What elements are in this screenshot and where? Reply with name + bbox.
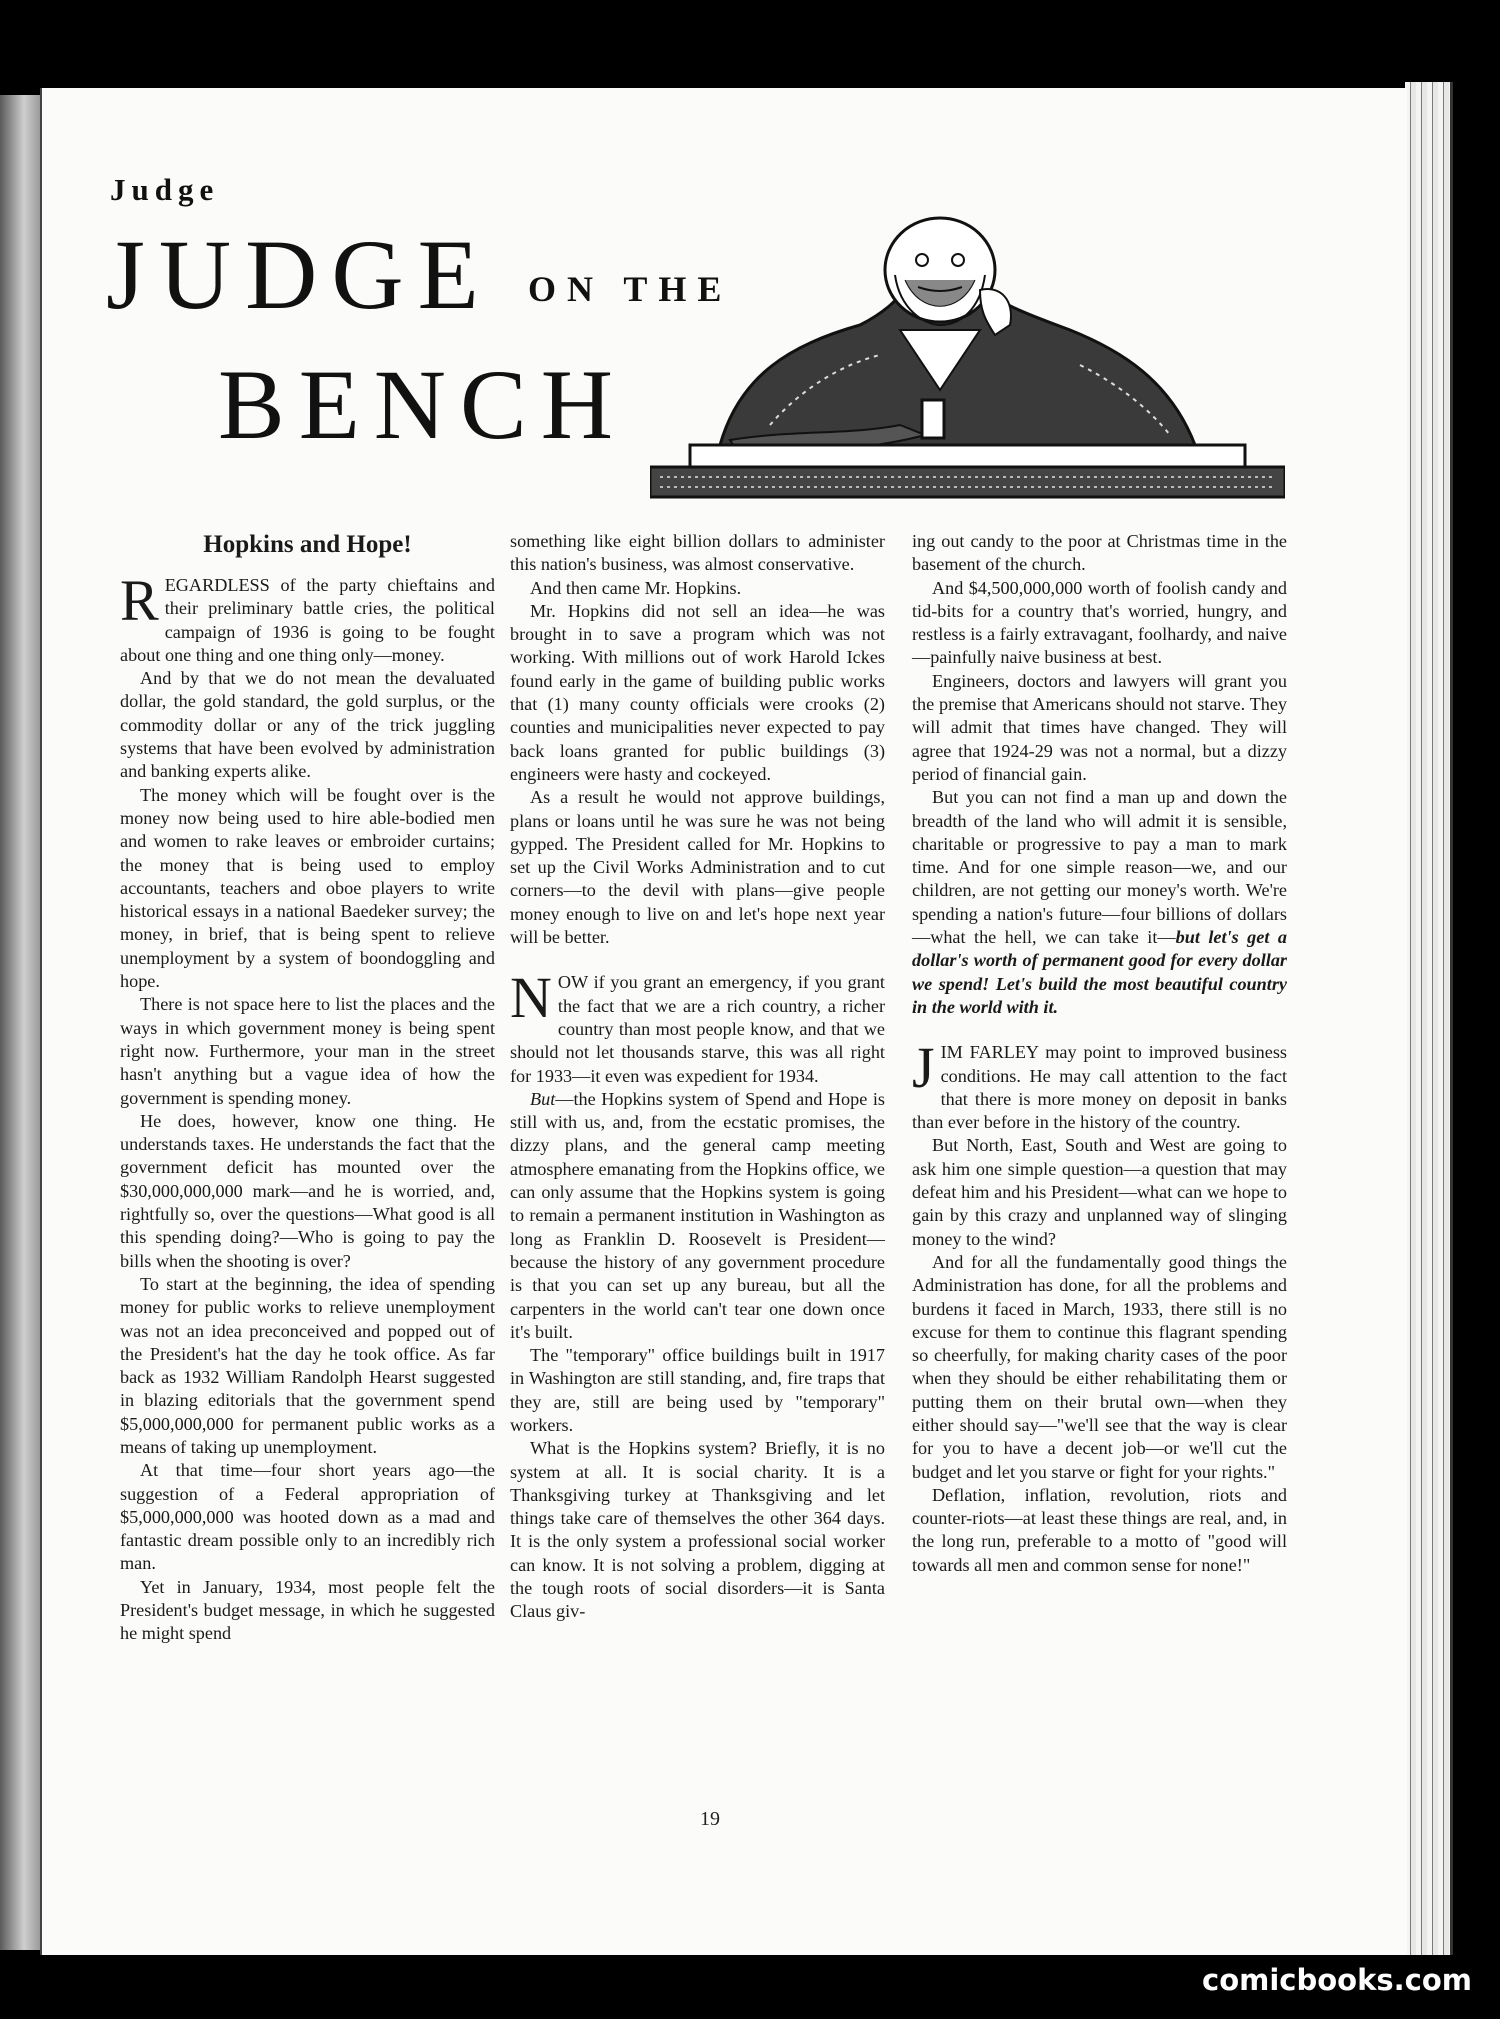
paragraph-text: OW if you grant an emergency, if you grant the fact that we are a rich country, a richer country than most people know, and that we should not let thousands starve, this was all right for 1933—it even was expedient for 1934. — [510, 972, 885, 1086]
article-column-1 — [120, 530, 495, 1646]
paragraph: The "temporary" office buildings built in 1917 in Washington are still standing, and, fire traps that they are, still are being used by "temporary" workers. — [510, 1345, 885, 1435]
drop-cap: N — [510, 965, 552, 1031]
paragraph-text: EGARDLESS of the party chieftains and their preliminary battle cries, the political campaign of 1936 is going to be fought about one thing and one thing only—money. — [120, 575, 495, 665]
paragraph — [510, 965, 885, 1087]
paragraph: And for all the fundamentally good things the Administration has done, for all the problems and burdens it faced in March, 1933, there still is no excuse for them to continue this flagrant spending so cheerfully, for making charity cases of the poor when they should be either rehabilitating them or putting them on their brutal own—when they either should say—"we'll see that the way is clear for you to have a decent job—or we'll cut the budget and let you starve or fight for your rights." — [912, 1251, 1287, 1482]
paragraph: What is the Hopkins system? Briefly, it is no system at all. It is social charity. It is a Thanksgiving turkey at Thanksgiving and let things take care of themselves the other 364 days. It is the only system a professional social worker can know. It is not solving a problem, digging at the tough roots of social disorders—it is Santa Claus giv- — [510, 1438, 885, 1622]
drop-cap: J — [912, 1035, 935, 1101]
paragraph-text: —the Hopkins system of Spend and Hope is still with us, and, from the ecstatic promises, the dizzy plans, and the general camp meeting atmosphere emanating from the Hopkins office, we can only assume that the Hopkins system is going to remain a permanent institution in Washington as long as Franklin D. Roosevelt is President—because the history of any government procedure is that you can set up any bureau, but all the carpenters in the world can't tear one down once it's built. — [510, 1088, 885, 1342]
title-bench: BENCH — [218, 349, 627, 460]
title-on-the: ON THE — [528, 269, 733, 309]
paragraph: And $4,500,000,000 worth of foolish candy and tid-bits for a country that's worried, hungry, and restless is a fairly extravagant, foolhardy, and naive—painfully naive business at best. — [912, 577, 1287, 668]
paragraph: There is not space here to list the places and the ways in which government money is being spent right now. Furthermore, your man in the street hasn't anything but a vague idea of how the government is spending money. — [120, 994, 495, 1108]
italic-word: But — [530, 1088, 556, 1109]
paragraph — [912, 786, 1287, 1019]
paragraph: Deflation, inflation, revolution, riots and counter-riots—at least these things are real, and, in the long run, preferable to a motto of "good will towards all men and common sense for none!" — [912, 1484, 1287, 1575]
page-stack-edge — [1405, 82, 1453, 1955]
paragraph: The money which will be fought over is the money now being used to hire able-bodied men and women to rake leaves or embroider curtains; the money that is being used to employ accountants, teachers and oboe players to write historical essays in a national Baedeker survey; the money, in brief, that is being spent to relieve unemployment by a system of boondoggling and hope. — [120, 784, 495, 992]
section-gap — [510, 949, 885, 971]
page-number: 19 — [700, 1808, 720, 1830]
paragraph: Engineers, doctors and lawyers will grant you the premise that Americans should not starve. They will admit that times have changed. They will agree that 1924-29 was not a normal, but a dizzy period of financial gain. — [912, 670, 1287, 784]
paragraph: Mr. Hopkins did not sell an idea—he was brought in to save a program which was not working. With millions out of work Harold Ickes found early in the game of building public works that (1) many county officials were crooks (2) counties and municipalities never expected to pay back loans granted for public buildings (3) engineers were hasty and cockeyed. — [510, 600, 885, 784]
section-kicker: Judge — [110, 172, 220, 207]
paragraph: He does, however, know one thing. He understands taxes. He understands the fact that the government deficit has mounted over the $30,000,000,000 mark—and he is worried, and, rightfully so, over the questions—What good is all this spending doing?—Who is going to pay the bills when the shooting is over? — [120, 1110, 495, 1271]
paragraph: And then came Mr. Hopkins. — [530, 577, 742, 598]
italic-emphasis: but let's get a dollar's worth of permanent good for every dollar we spend! Let's build the most beautiful country in the world with it. — [912, 927, 1287, 1017]
paragraph: At that time—four short years ago—the suggestion of a Federal appropriation of $5,000,000,000 was hooted down as a mad and fantastic dream possible only to an incredibly rich man. — [120, 1460, 495, 1574]
title-judge: JUDGE — [106, 219, 493, 330]
paragraph: ing out candy to the poor at Christmas time in the basement of the church. — [912, 531, 1287, 575]
site-watermark: comicbooks.com — [1202, 1963, 1472, 1997]
paragraph: something like eight billion dollars to administer this nation's business, was almost conservative. — [510, 531, 885, 575]
paragraph: Yet in January, 1934, most people felt the President's budget message, in which he suggested he might spend — [120, 1576, 495, 1644]
drop-cap: R — [120, 568, 159, 633]
article-heading: Hopkins and Hope! — [203, 531, 412, 558]
section-gap — [912, 1019, 1287, 1041]
paragraph — [510, 1088, 885, 1344]
paragraph: But North, East, South and West are going to ask him one simple question—a question that may defeat him and his President—what can we hope to gain by this crazy and unplanned way of slinging money to the wind? — [912, 1135, 1287, 1249]
judge-illustration — [650, 215, 1285, 505]
article-column-3 — [912, 530, 1287, 1577]
article-column-2 — [510, 530, 885, 1624]
paragraph: And by that we do not mean the devaluated dollar, the gold standard, the gold surplus, or the commodity dollar or any of the trick juggling systems that have been evolved by administration and banking experts alike. — [120, 668, 495, 782]
paragraph — [120, 568, 495, 667]
paragraph-text: IM FARLEY may point to improved business conditions. He may call attention to the fact that there is more money on deposit in banks than ever before in the history of the country. — [912, 1042, 1287, 1133]
paragraph: As a result he would not approve buildings, plans or loans until he was sure he was not being gypped. The President called for Mr. Hopkins to set up the Civil Works Administration and to cut corners—to the devil with plans—give people money enough to live on and let's hope next year will be better. — [510, 787, 885, 948]
paragraph: To start at the beginning, the idea of spending money for public works to relieve unemployment was not an idea preconceived and popped out of the President's hat the day he took office. As far back as 1932 William Randolph Hearst suggested in blazing editorials that the government spend $5,000,000,000 for permanent public works as a means of taking up unemployment. — [120, 1273, 495, 1457]
paragraph — [912, 1035, 1287, 1134]
left-page-edge — [0, 95, 40, 1950]
paragraph-text: But you can not find a man up and down the breadth of the land who will admit it is sensible, charitable or progressive to pay a man to mark time. And for one simple reason—we, and our children, are not getting our money's worth. We're spending a nation's future—four billions of dollars—what the hell, we can take it— — [912, 787, 1287, 948]
